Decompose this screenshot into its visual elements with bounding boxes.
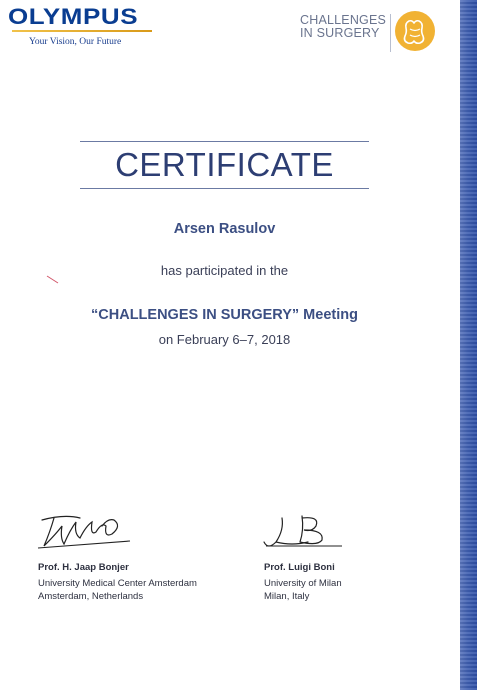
- signer-1-affiliation: University Medical Center Amsterdam: [38, 578, 197, 589]
- signer-2-affiliation: University of Milan: [264, 578, 342, 589]
- olympus-wordmark: OLYMPUS: [8, 4, 139, 29]
- title-rule-bottom: [80, 188, 369, 189]
- signature-bonjer: [34, 508, 134, 554]
- meeting-date: on February 6–7, 2018: [158, 332, 291, 347]
- scan-edge-strip: [460, 0, 477, 690]
- signature-boni: [262, 512, 344, 554]
- olympus-gold-rule: [12, 30, 152, 32]
- signer-1-location: Amsterdam, Netherlands: [38, 591, 144, 602]
- participation-text: has participated in the: [160, 263, 289, 278]
- meeting-name: “CHALLENGES IN SURGERY” Meeting: [91, 307, 358, 323]
- event-logo-line2: IN SURGERY: [300, 26, 380, 40]
- surgery-emblem-icon: [393, 9, 437, 53]
- title-rule-top: [80, 141, 369, 142]
- olympus-tagline: Your Vision, Our Future: [29, 37, 122, 47]
- challenges-in-surgery-logo: [300, 14, 440, 54]
- signer-2-name: Prof. Luigi Boni: [264, 562, 335, 573]
- olympus-logo: [8, 4, 139, 47]
- certificate-title: CERTIFICATE: [115, 146, 334, 183]
- signer-2-location: Milan, Italy: [264, 591, 310, 602]
- event-logo-divider: [390, 14, 391, 52]
- recipient-name: Arsen Rasulov: [173, 221, 276, 237]
- event-logo-line1: CHALLENGES: [300, 13, 387, 27]
- signer-1-name: Prof. H. Jaap Bonjer: [38, 562, 129, 573]
